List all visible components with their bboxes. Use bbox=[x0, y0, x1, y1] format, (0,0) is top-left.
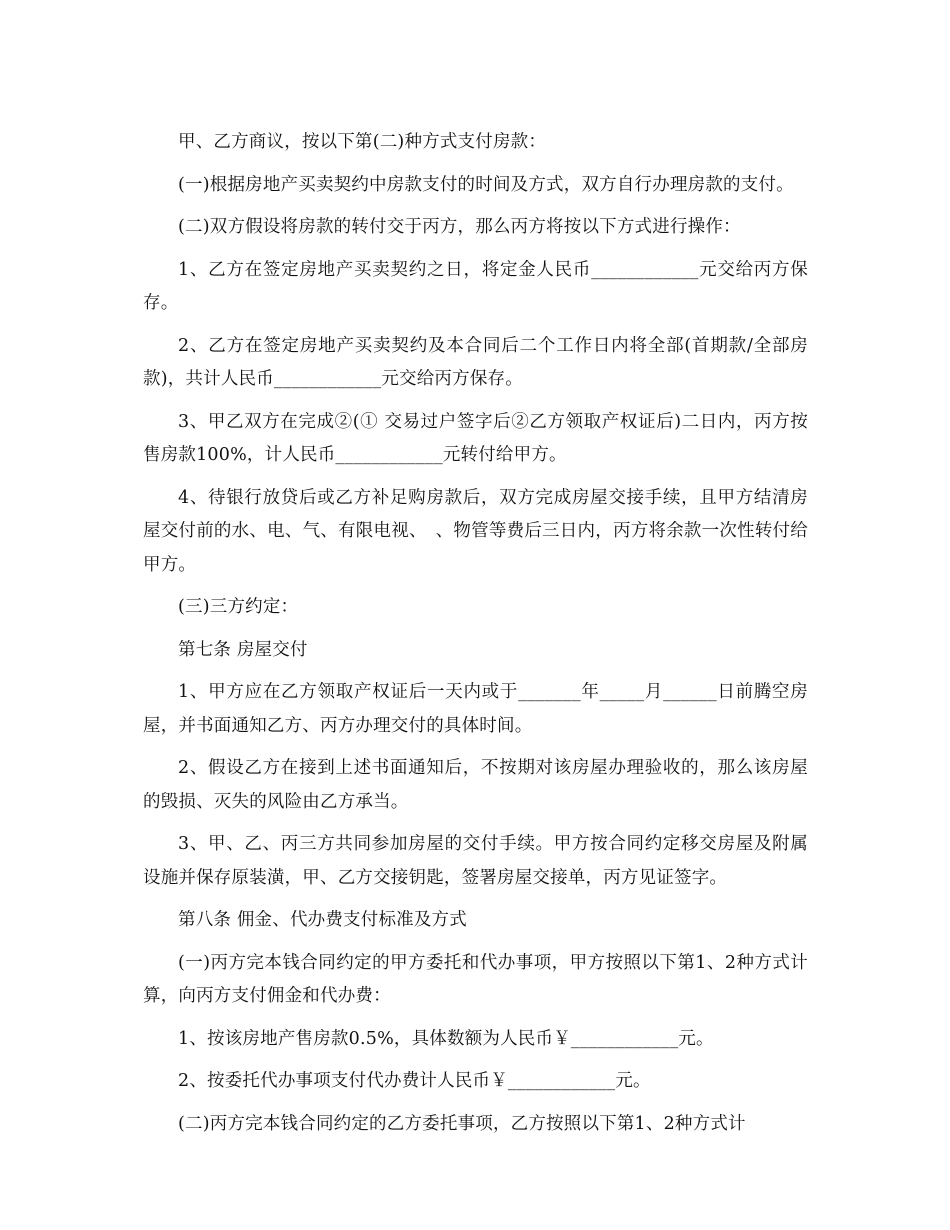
payment-method-intro: 甲、乙方商议，按以下第(二)种方式支付房款： bbox=[178, 132, 547, 152]
article-8-clause-one: (一)丙方完本钱合同约定的甲方委托和代办事项，甲方按照以下第1、2种方式计算，向丙方支付佣金和代办费： bbox=[143, 952, 808, 1006]
option-two-item-1: 1、乙方在签定房地产买卖契约之日，将定金人民币____________元交给丙方保存。 bbox=[143, 259, 808, 313]
article-8-clause-two: (二)丙方完本钱合同约定的乙方委托事项，乙方按照以下第1、2种方式计 bbox=[178, 1113, 746, 1134]
article-8-clause-one-item-2: 2、按委托代办事项支付代办费计人民币￥____________元。 bbox=[178, 1071, 651, 1091]
article-7-item-1: 1、甲方应在乙方领取产权证后一天内或于_______年_____月______日前腾空房屋，并书面通知乙方、丙方办理交付的具体时间。 bbox=[143, 682, 808, 736]
article-7-heading: 第七条 房屋交付 bbox=[178, 639, 308, 660]
payment-option-two: (二)双方假设将房款的转付交于丙方，那么丙方将按以下方式进行操作： bbox=[178, 217, 741, 237]
payment-option-three: (三)三方约定： bbox=[178, 597, 299, 617]
option-two-item-2: 2、乙方在签定房地产买卖契约及本合同后二个工作日内将全部(首期款/全部房款)，共计人民币____________元交给丙方保存。 bbox=[143, 335, 808, 389]
payment-option-one: (一)根据房地产买卖契约中房款支付的时间及方式，双方自行办理房款的支付。 bbox=[178, 174, 794, 195]
article-8-heading: 第八条 佣金、代办费支付标准及方式 bbox=[178, 910, 467, 930]
article-8-clause-one-item-1: 1、按该房地产售房款0.5%，具体数额为人民币￥____________元。 bbox=[178, 1028, 714, 1049]
document-body bbox=[143, 126, 808, 1150]
article-7-item-3: 3、甲、乙、丙三方共同参加房屋的交付手续。甲方按合同约定移交房屋及附属设施并保存原装潢，甲、乙方交接钥匙，签署房屋交接单，丙方见证签字。 bbox=[143, 834, 808, 888]
option-two-item-4: 4、待银行放贷后或乙方补足购房款后，双方完成房屋交接手续，且甲方结清房屋交付前的水、电、气、有限电视、 、物管等费后三日内，丙方将余款一次性转付给甲方。 bbox=[143, 487, 808, 575]
option-two-item-3: 3、甲乙双方在完成②(① 交易过户签字后②乙方领取产权证后)二日内，丙方按售房款100%，计人民币____________元转付给甲方。 bbox=[143, 411, 808, 465]
article-7-item-2: 2、假设乙方在接到上述书面通知后，不按期对该房屋办理验收的，那么该房屋的毁损、灭失的风险由乙方承当。 bbox=[143, 758, 808, 812]
